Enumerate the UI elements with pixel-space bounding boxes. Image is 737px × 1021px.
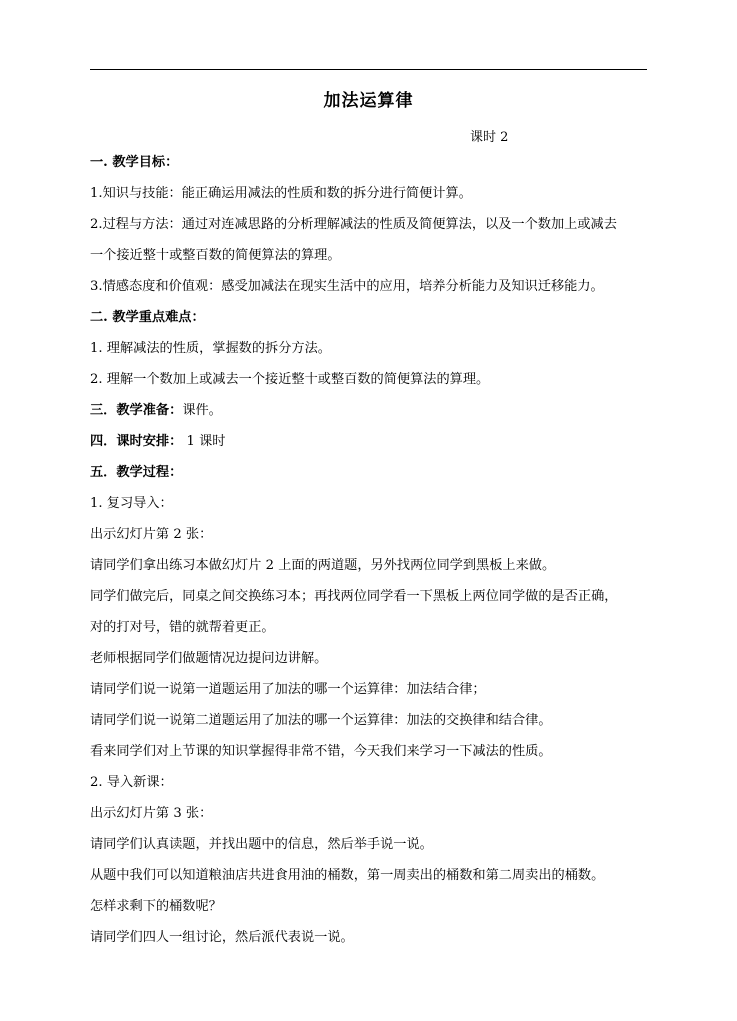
document-body bbox=[90, 147, 650, 953]
section-heading-key-points: 二. 教学重点难点： bbox=[90, 310, 205, 325]
objective-item: 3.情感态度和价值观：感受加减法在现实生活中的应用，培养分析能力及知识迁移能力。 bbox=[90, 279, 604, 294]
section-heading-process: 五．教学过程： bbox=[90, 465, 183, 480]
objective-item: 一个接近整十或整百数的简便算法的算理。 bbox=[90, 248, 341, 263]
process-line: 怎样求剩下的桶数呢？ bbox=[90, 899, 222, 914]
objective-item: 2.过程与方法：通过对连减思路的分析理解减法的性质及简便算法，以及一个数加上或减去 bbox=[90, 217, 617, 232]
section-heading-objectives: 一. 教学目标： bbox=[90, 155, 179, 170]
process-line: 看来同学们对上节课的知识掌握得非常不错，今天我们来学习一下减法的性质。 bbox=[90, 744, 552, 759]
process-line: 同学们做完后，同桌之间交换练习本；再找两位同学看一下黑板上两位同学做的是否正确， bbox=[90, 589, 618, 604]
preparation-value: 课件。 bbox=[182, 403, 222, 418]
process-line: 请同学们说一说第一道题运用了加法的哪一个运算律：加法结合律； bbox=[90, 682, 486, 697]
process-line: 请同学们认真读题，并找出题中的信息，然后举手说一说。 bbox=[90, 837, 433, 852]
document-title: 加法运算律 bbox=[323, 91, 414, 111]
process-line: 出示幻灯片第 3 张： bbox=[90, 806, 213, 821]
section-preparation bbox=[90, 395, 650, 426]
process-line: 出示幻灯片第 2 张： bbox=[90, 527, 213, 542]
objective-item: 1.知识与技能：能正确运用减法的性质和数的拆分进行简便计算。 bbox=[90, 186, 472, 201]
section-heading-preparation: 三．教学准备： bbox=[90, 403, 183, 418]
lesson-period: 课时 2 bbox=[470, 130, 509, 145]
section-schedule bbox=[90, 426, 650, 457]
process-line: 请同学们四人一组讨论，然后派代表说一说。 bbox=[90, 930, 354, 945]
header-rule bbox=[90, 69, 647, 70]
process-line: 1. 复习导入： bbox=[90, 496, 173, 511]
process-line: 2. 导入新课： bbox=[90, 775, 173, 790]
schedule-value: 1 课时 bbox=[182, 434, 226, 449]
key-point-item: 1. 理解减法的性质，掌握数的拆分方法。 bbox=[90, 341, 331, 356]
process-line: 对的打对号，错的就帮着更正。 bbox=[90, 620, 275, 635]
section-heading-schedule: 四．课时安排： bbox=[90, 434, 183, 449]
process-line: 老师根据同学们做题情况边提问边讲解。 bbox=[90, 651, 328, 666]
key-point-item: 2. 理解一个数加上或减去一个接近整十或整百数的简便算法的算理。 bbox=[90, 372, 490, 387]
process-line: 请同学们说一说第二道题运用了加法的哪一个运算律：加法的交换律和结合律。 bbox=[90, 713, 552, 728]
process-line: 从题中我们可以知道粮油店共进食用油的桶数，第一周卖出的桶数和第二周卖出的桶数。 bbox=[90, 868, 605, 883]
process-line: 请同学们拿出练习本做幻灯片 2 上面的两道题，另外找两位同学到黑板上来做。 bbox=[90, 558, 556, 573]
